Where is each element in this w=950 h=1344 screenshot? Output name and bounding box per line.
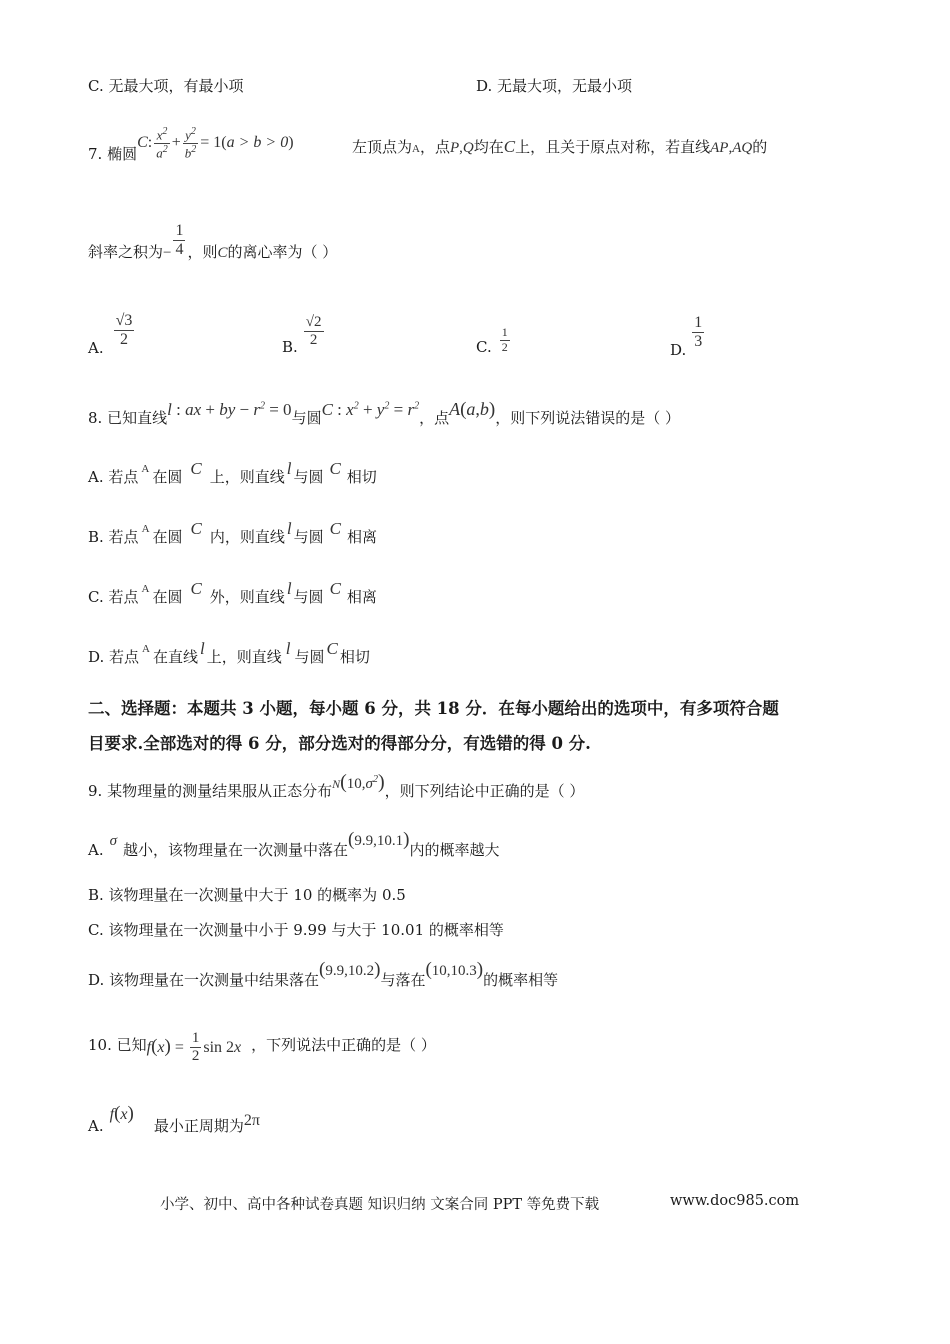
- q7-number: 7. 椭圆: [88, 145, 138, 164]
- q7-stem-line1-cont: 左顶点为A，点P,Q均在C上，且关于原点对称，若直线AP,AQ的: [352, 137, 768, 156]
- q10-option-a: A.f(x)最小正周期为2π: [88, 1103, 260, 1135]
- q8-option-b: B. 若点 A 在圆 C 内，则直线 l 与圆 C 相离: [88, 519, 377, 546]
- q7-ellipse-formula: C: $\frac{x^2}{a^2}$ + $\frac{y^2}{b^2}$ = 1(a > b > 0): [137, 126, 294, 161]
- q9-option-d: D. 该物理量在一次测量中结果落在(9.9,10.2)与落在(10,10.3)的概率相等: [88, 959, 559, 989]
- q8-option-a: A. 若点 A 在圆 C 上，则直线 l 与圆 C 相切: [88, 459, 377, 486]
- q8-option-d: D. 若点 A 在直线 l 上，则直线 l 与圆 C 相切: [88, 639, 370, 666]
- q7-stem-line2: 斜率之积为− $\frac{1}{4}$ ，则C的离心率为（ ）: [88, 222, 338, 261]
- q6-option-c: C. 无最大项，有最小项: [88, 77, 244, 95]
- q9-option-a: A. σ 越小，该物理量在一次测量中落在(9.9,10.1)内的概率越大: [88, 829, 500, 859]
- section2-header-line1: 二、选择题：本题共 3 小题，每小题 6 分，共 18 分．在每小题给出的选项中，有多项符合题: [88, 699, 779, 718]
- q8-stem: 8. 已知直线l : ax + by − $r^2 = 0$与圆C : $x^2 + y^2 = r^2$，点A(a,b)，则下列说法错误的是（ ）: [88, 399, 681, 427]
- q8-option-c: C. 若点 A 在圆 C 外，则直线 l 与圆 C 相离: [88, 579, 377, 606]
- q7-option-a: A. $\frac{√3}{2}$: [88, 312, 133, 357]
- q7-option-c: C. $\frac{1}{2}$: [476, 325, 508, 357]
- q9-option-b: B. 该物理量在一次测量中大于 10 的概率为 0.5: [88, 886, 406, 904]
- q7-option-b: B. $\frac{√2}{2}$: [282, 314, 322, 356]
- q9-stem: 9. 某物理量的测量结果服从正态分布$N(10,\sigma^2)$，则下列结论中正确的是（ ）: [88, 771, 585, 800]
- q10-stem: 10. 已知f(x) = $\frac{1}{2}$ sin 2x ，下列说法中正确的是（ ）: [88, 1030, 436, 1065]
- q6-option-d: D. 无最大项，无最小项: [476, 77, 633, 95]
- q9-option-c: C. 该物理量在一次测量中小于 9.99 与大于 10.01 的概率相等: [88, 921, 504, 939]
- q7-option-d: D. $\frac{1}{3}$: [670, 314, 703, 359]
- section2-header-line2: 目要求.全部选对的得 6 分，部分选对的得部分分，有选错的得 0 分.: [88, 734, 591, 753]
- footer-url[interactable]: www.doc985.com: [670, 1193, 800, 1209]
- footer-text: 小学、初中、高中各种试卷真题 知识归纳 文案合同 PPT 等免费下载: [160, 1197, 600, 1213]
- q7-stem-line1: [88, 126, 294, 162]
